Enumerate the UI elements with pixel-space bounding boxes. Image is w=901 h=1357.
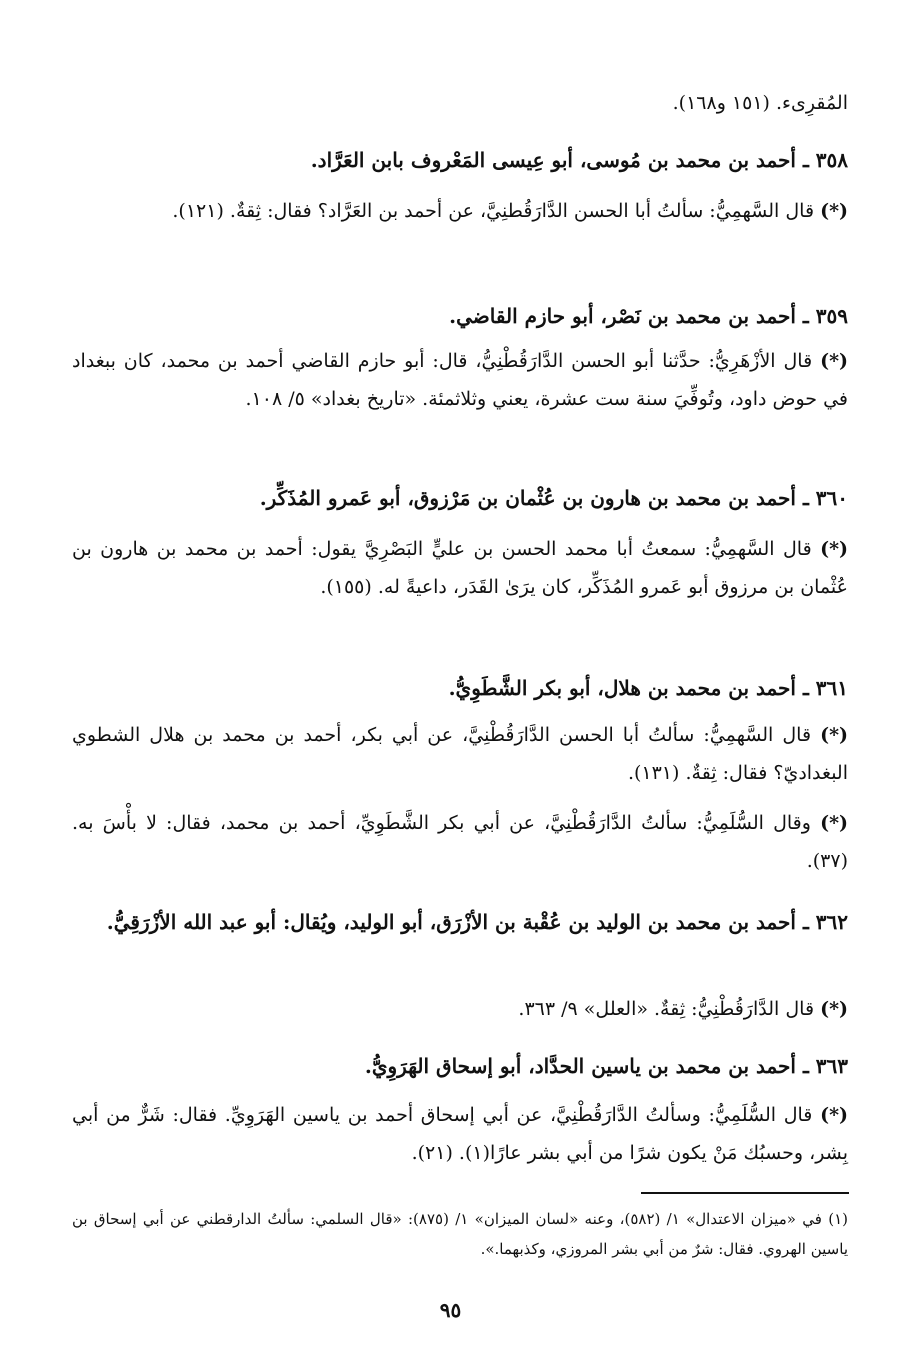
entry-363-text: قال السُّلَمِيُّ: وسألتُ الدَّارَقُطْنِيَّ، عن أبي إسحاق أحمد بن ياسين الهَرَوِيِّ. فقال: شَرٌّ من أبي بِشر، وحسبُك مَنْ يكون شرًا من أبي بشر عارًا(١). (٢١). bbox=[72, 1104, 848, 1164]
entry-362-body bbox=[72, 990, 848, 1028]
entry-360-title: ٣٦٠ ـ أحمد بن محمد بن هارون بن عُثْمان بن مَرْزوق، أبو عَمرو المُذَكِّر. bbox=[259, 486, 848, 510]
entry-363-title: ٣٦٣ ـ أحمد بن محمد بن ياسين الحدَّاد، أبو إسحاق الهَرَوِيُّ. bbox=[364, 1054, 848, 1078]
entry-358-heading bbox=[72, 140, 848, 180]
footnote bbox=[72, 1204, 848, 1264]
asterisk-marker: (*) bbox=[820, 998, 848, 1020]
asterisk-marker: (*) bbox=[820, 724, 848, 746]
entry-359-text: قال الأزْهَرِيُّ: حدَّثنا أبو الحسن الدَّارَقُطْنِيُّ، قال: أبو حازم القاضي أحمد بن محمد، كان ببغداد في حوض داود، وتُوفِّيَ سنة ست عشرة، يعني وثلاثمئة. «تاريخ بغداد» ٥/ ١٠٨. bbox=[72, 350, 848, 410]
footnote-divider bbox=[641, 1192, 849, 1194]
entry-362-text: قال الدَّارَقُطْنِيُّ: ثِقةٌ. «العلل» ٩/ ٣٦٣. bbox=[518, 998, 815, 1020]
entry-363-body bbox=[72, 1096, 848, 1172]
asterisk-marker: (*) bbox=[820, 538, 848, 560]
entry-358-text: قال السَّهمِيُّ: سألتُ أبا الحسن الدَّارَقُطنِيَّ، عن أحمد بن العَرَّاد؟ فقال: ثِقةٌ. (١٢١). bbox=[172, 200, 815, 222]
entry-361-body-2 bbox=[72, 804, 848, 880]
asterisk-marker: (*) bbox=[820, 200, 848, 222]
intro-line bbox=[72, 84, 848, 122]
entry-361-title: ٣٦١ ـ أحمد بن محمد بن هلال، أبو بكر الشَّطَوِيُّ. bbox=[448, 676, 848, 700]
page-number: ٩٥ bbox=[439, 1298, 462, 1322]
footnote-text: (١) في «ميزان الاعتدال» ١/ (٥٨٢)، وعنه «لسان الميزان» ١/ (٨٧٥): «قال السلمي: سألتُ الدارقطني عن أبي إسحاق بن ياسين الهروي. فقال: شرٌ من أبي بشر المروزي، وكذبهما.». bbox=[72, 1210, 848, 1258]
entry-359-body bbox=[72, 342, 848, 418]
intro-text: المُقرِىء. (١٥١ و١٦٨). bbox=[672, 92, 848, 114]
entry-360-text: قال السَّهمِيُّ: سمعتُ أبا محمد الحسن بن عليٍّ البَصْرِيَّ يقول: أحمد بن محمد بن هارون بن عُثْمان بن مرزوق أبو عَمرو المُذَكِّر، كان يرَىٰ القَدَر، داعيةً له. (١٥٥). bbox=[72, 538, 848, 598]
entry-361-body-1 bbox=[72, 716, 848, 792]
asterisk-marker: (*) bbox=[820, 812, 849, 834]
entry-361-text-2: وقال السُّلَمِيُّ: سألتُ الدَّارَقُطْنِيَّ، عن أبي بكر الشَّطَوِيِّ، أحمد بن محمد، فقال: لا بأْسَ به. (٣٧). bbox=[72, 812, 848, 872]
entry-362-heading bbox=[72, 902, 848, 942]
entry-359-title: ٣٥٩ ـ أحمد بن محمد بن نَصْر، أبو حازم القاضي. bbox=[449, 304, 848, 328]
entry-360-heading bbox=[72, 478, 848, 518]
entry-359-heading bbox=[72, 296, 848, 336]
entry-358-body bbox=[72, 192, 848, 230]
asterisk-marker: (*) bbox=[820, 1104, 848, 1126]
entry-361-text-1: قال السَّهمِيُّ: سألتُ أبا الحسن الدَّارَقُطْنِيَّ، عن أبي بكر، أحمد بن محمد بن هلال الشطوي البغداديّ؟ فقال: ثِقةٌ. (١٣١). bbox=[72, 724, 848, 784]
asterisk-marker: (*) bbox=[820, 350, 848, 372]
entry-360-body bbox=[72, 530, 848, 606]
entry-358-title: ٣٥٨ ـ أحمد بن محمد بن مُوسى، أبو عِيسى المَعْروف بابن العَرَّاد. bbox=[310, 148, 848, 172]
entry-363-heading bbox=[72, 1046, 848, 1086]
entry-362-title: ٣٦٢ ـ أحمد بن محمد بن الوليد بن عُقْبة بن الأزْرَق، أبو الوليد، ويُقال: أبو عبد الله الأزْرَقِيُّ. bbox=[106, 910, 848, 934]
entry-361-heading bbox=[72, 668, 848, 708]
